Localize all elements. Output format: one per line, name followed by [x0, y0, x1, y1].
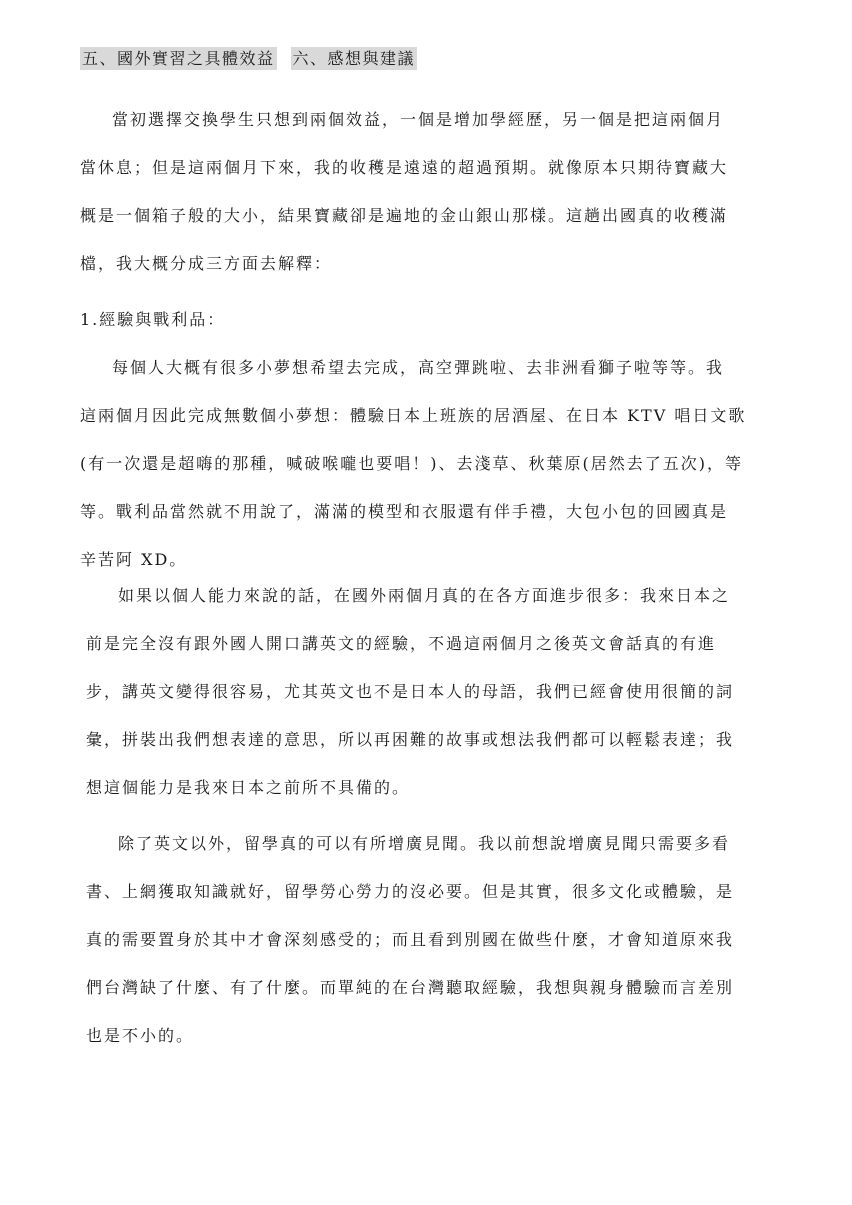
paragraph-experience — [80, 344, 776, 584]
text-line: 彙，拼裝出我們想表達的意思，所以再困難的故事或想法我們都可以輕鬆表達；我 — [86, 730, 735, 749]
text-line: 真的需要置身於其中才會深刻感受的；而且看到別國在做些什麼，才會知道原來我 — [86, 930, 735, 949]
text-line: 檔，我大概分成三方面去解釋： — [80, 254, 333, 273]
text-line: 概是一個箱子般的大小，結果寶藏卻是遍地的金山銀山那樣。這趟出國真的收穫滿 — [80, 206, 729, 225]
text-line: 當初選擇交換學生只想到兩個效益，一個是增加學經歷，另一個是把這兩個月 — [112, 110, 725, 129]
text-line: (有一次還是超嗨的那種，喊破喉嚨也要唱！)、去淺草、秋葉原(居然去了五次)，等 — [80, 454, 743, 473]
subheading-experience — [80, 296, 776, 344]
paragraph-ability — [86, 572, 782, 812]
text-line: 也是不小的。 — [86, 1026, 195, 1045]
paragraph-intro — [80, 96, 776, 288]
text-line: 辛苦阿 XD。 — [80, 550, 188, 569]
text-line: 們台灣缺了什麼、有了什麼。而單純的在台灣聽取經驗，我想與親身體驗而言差別 — [86, 978, 735, 997]
text-line: 想這個能力是我來日本之前所不具備的。 — [86, 778, 411, 797]
text-line: 書、上網獲取知識就好，留學勞心勞力的沒必要。但是其實，很多文化或體驗，是 — [86, 882, 735, 901]
heading-part-1: 五、國外實習之具體效益 — [82, 49, 275, 68]
section-heading — [80, 44, 417, 74]
text-line: 當休息；但是這兩個月下來，我的收穫是遠遠的超過預期。就像原本只期待寶藏大 — [80, 158, 729, 177]
paragraph-knowledge — [86, 820, 782, 1060]
text-line: 如果以個人能力來說的話，在國外兩個月真的在各方面進步很多：我來日本之 — [118, 586, 731, 605]
text-line: 每個人大概有很多小夢想希望去完成，高空彈跳啦、去非洲看獅子啦等等。我 — [112, 358, 725, 377]
text-line: 這兩個月因此完成無數個小夢想：體驗日本上班族的居酒屋、在日本 KTV 唱日文歌 — [80, 406, 747, 425]
text-line: 前是完全沒有跟外國人開口講英文的經驗，不過這兩個月之後英文會話真的有進 — [86, 634, 717, 653]
text-line: 步，講英文變得很容易，尤其英文也不是日本人的母語，我們已經會使用很簡的詞 — [86, 682, 735, 701]
text-line: 等。戰利品當然就不用說了，滿滿的模型和衣服還有伴手禮，大包小包的回國真是 — [80, 502, 729, 521]
text-line: 1.經驗與戰利品： — [80, 310, 226, 329]
text-line: 除了英文以外，留學真的可以有所增廣見聞。我以前想說增廣見聞只需要多看 — [118, 834, 731, 853]
heading-part-2: 六、感想與建議 — [292, 49, 416, 68]
